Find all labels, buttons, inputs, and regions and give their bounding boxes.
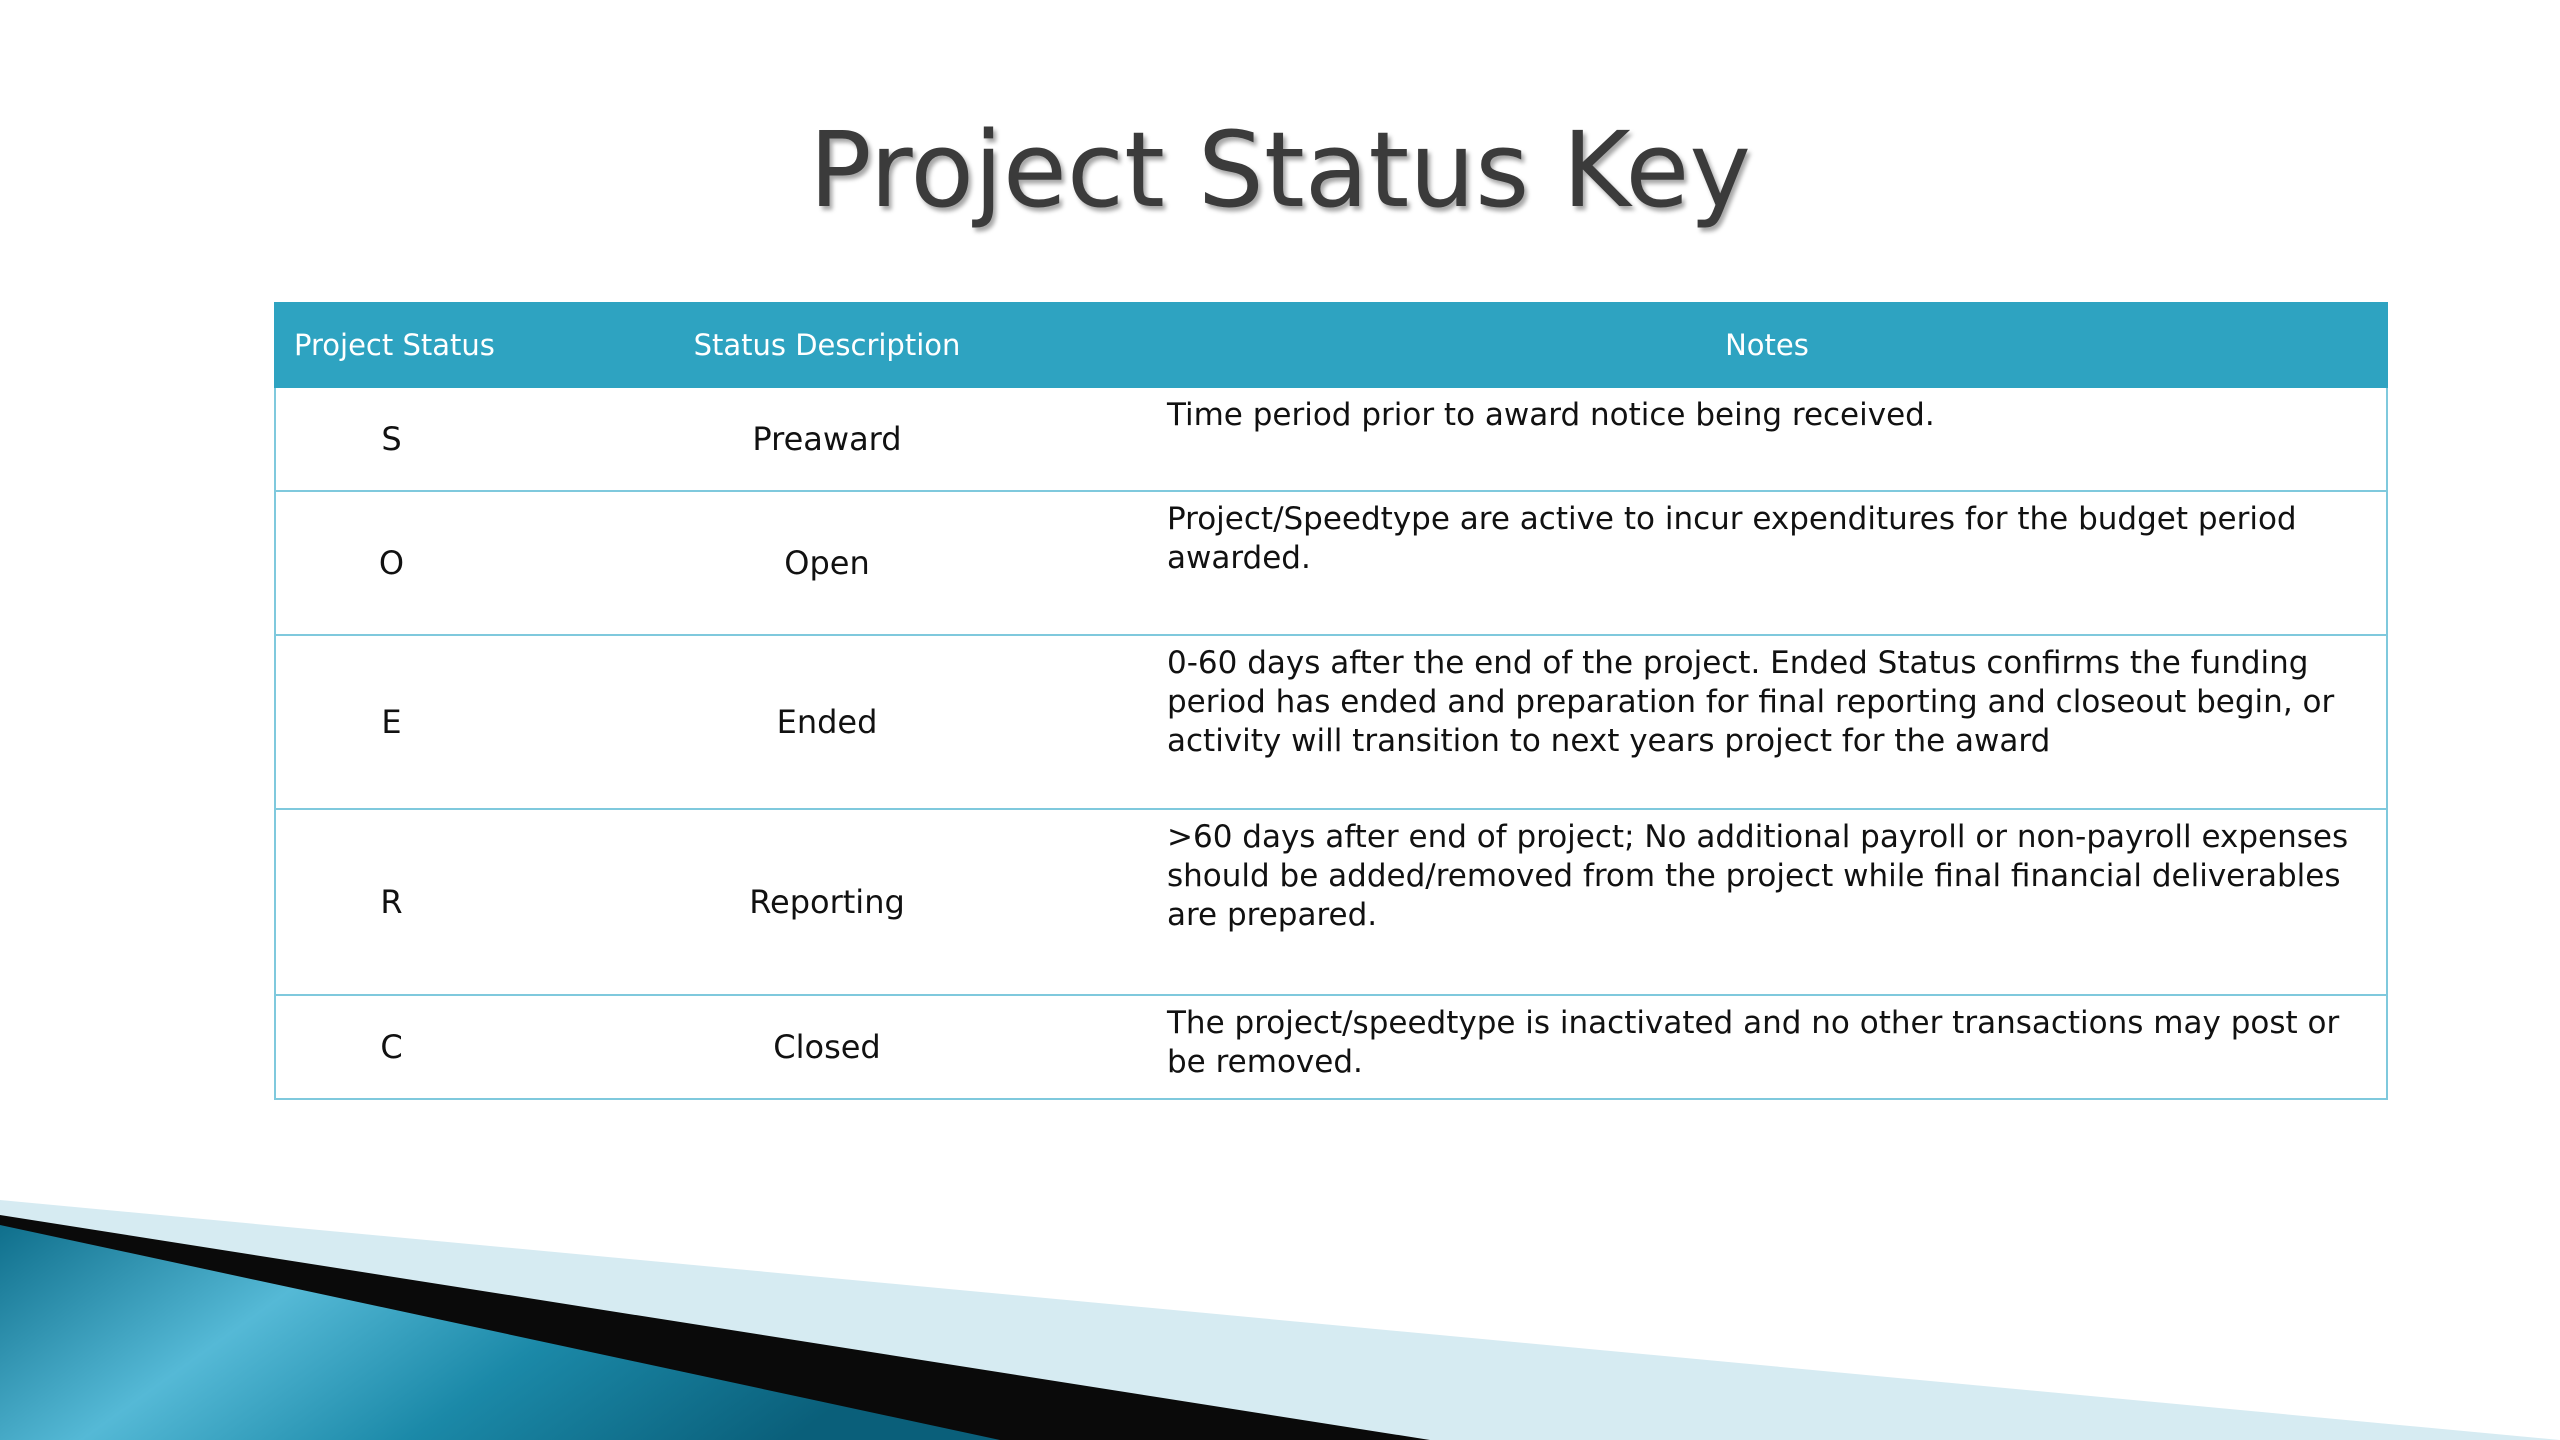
status-key-table	[274, 302, 2388, 1100]
status-notes: The project/speedtype is inactivated and no other transactions may post or be removed.	[1147, 995, 2387, 1099]
header-project-status: Project Status	[275, 303, 507, 387]
status-description: Preaward	[507, 387, 1147, 491]
table-row	[275, 491, 2387, 635]
status-code: O	[275, 491, 507, 635]
status-description: Reporting	[507, 809, 1147, 995]
status-code: C	[275, 995, 507, 1099]
header-status-description: Status Description	[507, 303, 1147, 387]
status-code: S	[275, 387, 507, 491]
status-notes: 0-60 days after the end of the project. Ended Status confirms the funding period has ended and preparation for final reporting and closeout begin, or activity will transition to next years project for the award	[1147, 635, 2387, 809]
status-description: Open	[507, 491, 1147, 635]
status-description: Closed	[507, 995, 1147, 1099]
header-notes: Notes	[1147, 303, 2387, 387]
status-description: Ended	[507, 635, 1147, 809]
status-notes: Time period prior to award notice being received.	[1147, 387, 2387, 491]
slide-title: Project Status Key	[809, 109, 1751, 231]
table-row	[275, 635, 2387, 809]
table-row	[275, 387, 2387, 491]
status-notes: >60 days after end of project; No additional payroll or non-payroll expenses should be added/removed from the project while final financial deliverables are prepared.	[1147, 809, 2387, 995]
table-header-row	[275, 303, 2387, 387]
table-row	[275, 995, 2387, 1099]
status-code: R	[275, 809, 507, 995]
table-row	[275, 809, 2387, 995]
status-code: E	[275, 635, 507, 809]
status-notes: Project/Speedtype are active to incur expenditures for the budget period awarded.	[1147, 491, 2387, 635]
decorative-wedge-graphic	[0, 1180, 2560, 1440]
